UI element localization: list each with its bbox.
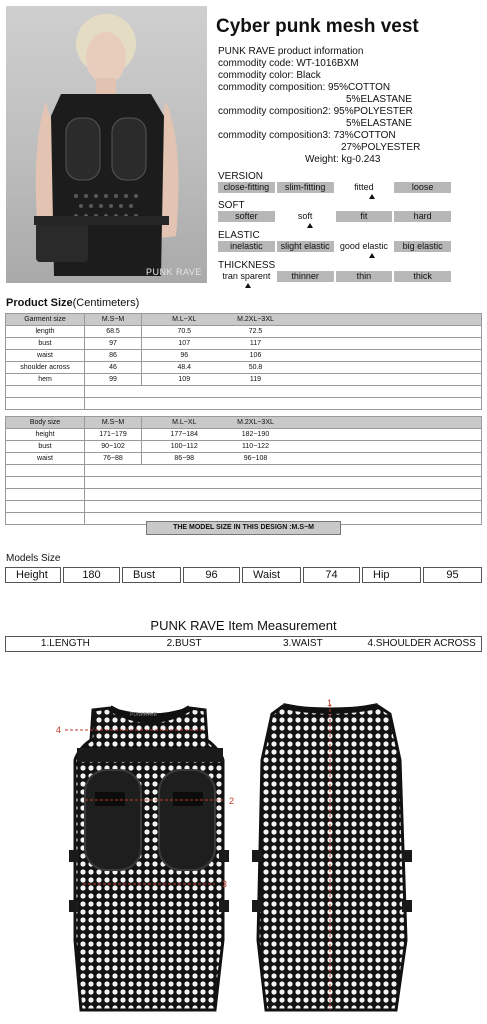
table-cell: waist <box>6 350 85 362</box>
selected-marker-icon <box>307 223 313 228</box>
attr-option: fit <box>336 211 393 222</box>
table-cell: height <box>6 429 85 441</box>
table-cell <box>6 501 85 513</box>
table-cell: 99 <box>85 374 142 386</box>
annotation-2: 2 <box>229 796 235 806</box>
table-cell <box>6 398 85 410</box>
attr-row-version <box>218 182 451 193</box>
table-cell: bust <box>6 441 85 453</box>
attr-option-selected: fitted <box>336 182 393 193</box>
table-row <box>6 350 482 362</box>
table-row <box>6 501 482 513</box>
attr-row-soft <box>218 211 451 222</box>
composition-3: commodity composition3: 73%COTTON <box>218 130 396 141</box>
model-size-note: THE MODEL SIZE IN THIS DESIGN :M.S~M <box>146 521 341 535</box>
table-cell: 119 <box>227 374 285 386</box>
table-header-cell: M.L~XL <box>142 417 227 429</box>
table-cell: 68.5 <box>85 326 142 338</box>
table-cell <box>6 465 85 477</box>
table-cell: hem <box>6 374 85 386</box>
model-illustration <box>6 6 207 283</box>
table-cell <box>285 465 482 477</box>
attr-option: thick <box>394 271 451 282</box>
product-info <box>218 46 420 166</box>
table-cell: 72.5 <box>227 326 285 338</box>
table-cell: 86 <box>85 350 142 362</box>
table-row <box>6 374 482 386</box>
annotation-3: 3 <box>222 879 228 889</box>
table-cell <box>227 398 285 410</box>
table-cell: 177~184 <box>142 429 227 441</box>
table-cell <box>285 501 482 513</box>
table-cell <box>6 489 85 501</box>
attr-title-elastic: ELASTIC <box>218 230 260 241</box>
table-cell <box>85 477 142 489</box>
models-size-label: Models Size <box>6 553 61 564</box>
table-header-cell: M.2XL~3XL <box>227 417 285 429</box>
height-label: Height <box>5 567 61 583</box>
attr-option: slim-fitting <box>277 182 334 193</box>
bust-value: 96 <box>183 567 240 583</box>
measurement-item: 1.LENGTH <box>40 638 90 649</box>
table-cell <box>285 477 482 489</box>
commodity-code: commodity code: WT-1016BXM <box>218 58 359 69</box>
table-cell <box>285 429 482 441</box>
table-cell: 48.4 <box>142 362 227 374</box>
table-cell <box>85 386 142 398</box>
composition-1-cont: 5%ELASTANE <box>346 94 412 105</box>
table-cell <box>85 501 142 513</box>
table-cell: 107 <box>142 338 227 350</box>
table-cell <box>142 465 227 477</box>
commodity-color: commodity color: Black <box>218 70 321 81</box>
table-cell: shoulder across <box>6 362 85 374</box>
table-cell <box>285 350 482 362</box>
product-size-title: Product Size <box>6 297 73 309</box>
table-header-cell: M.2XL~3XL <box>227 314 285 326</box>
table-header-row <box>6 314 482 326</box>
table-cell <box>285 489 482 501</box>
table-cell <box>285 441 482 453</box>
annotation-4: 4 <box>56 725 62 735</box>
table-cell: 182~190 <box>227 429 285 441</box>
composition-2: commodity composition2: 95%POLYESTER <box>218 106 413 117</box>
models-size-row <box>5 567 482 583</box>
attr-row-elastic <box>218 241 451 252</box>
table-header-cell <box>285 417 482 429</box>
table-cell <box>227 489 285 501</box>
measurement-legend <box>5 636 482 652</box>
table-cell: 109 <box>142 374 227 386</box>
measurement-title: PUNK RAVE Item Measurement <box>150 618 337 633</box>
attr-option-selected: soft <box>277 211 334 222</box>
table-row <box>6 441 482 453</box>
table-cell: 90~102 <box>85 441 142 453</box>
table-cell <box>285 453 482 465</box>
table-cell: 110~122 <box>227 441 285 453</box>
table-cell <box>6 513 85 525</box>
product-size-label <box>6 297 139 309</box>
attr-title-soft: SOFT <box>218 200 245 211</box>
model-photo <box>6 6 207 283</box>
attr-option: close-fitting <box>218 182 275 193</box>
table-cell <box>142 501 227 513</box>
table-header-cell: M.S~M <box>85 314 142 326</box>
product-weight: Weight: kg-0.243 <box>305 154 381 165</box>
table-cell <box>6 477 85 489</box>
table-cell: 117 <box>227 338 285 350</box>
bust-label: Bust <box>122 567 181 583</box>
selected-marker-icon <box>369 194 375 199</box>
attr-row-thickness <box>218 271 451 282</box>
table-row <box>6 326 482 338</box>
measurement-item: 4.SHOULDER ACROSS <box>367 638 476 649</box>
table-cell <box>6 386 85 398</box>
attr-option: hard <box>394 211 451 222</box>
garment-size-table <box>5 313 482 410</box>
photo-watermark: PUNK RAVE <box>146 267 202 277</box>
table-cell: 86~98 <box>142 453 227 465</box>
table-row <box>6 398 482 410</box>
table-cell <box>142 386 227 398</box>
attr-option: thinner <box>277 271 334 282</box>
table-cell: 96 <box>142 350 227 362</box>
measurement-item: 3.WAIST <box>283 638 323 649</box>
product-title: Cyber punk mesh vest <box>216 16 419 37</box>
table-row <box>6 453 482 465</box>
composition-2-cont: 5%ELASTANE <box>346 118 412 129</box>
table-cell: waist <box>6 453 85 465</box>
table-cell <box>142 398 227 410</box>
table-cell <box>227 386 285 398</box>
table-cell <box>227 501 285 513</box>
table-header-cell: Body size <box>6 417 85 429</box>
table-row <box>6 465 482 477</box>
attr-option: big elastic <box>394 241 451 252</box>
selected-marker-icon <box>245 283 251 288</box>
brand-info: PUNK RAVE product information <box>218 46 364 57</box>
table-cell: length <box>6 326 85 338</box>
table-cell <box>227 465 285 477</box>
table-row <box>6 477 482 489</box>
table-header-cell <box>285 314 482 326</box>
attr-title-thickness: THICKNESS <box>218 260 276 271</box>
product-size-unit: (Centimeters) <box>72 297 140 309</box>
attr-option-selected: good elastic <box>336 241 393 252</box>
table-cell: 106 <box>227 350 285 362</box>
vest-front-image <box>55 700 245 1016</box>
table-row <box>6 362 482 374</box>
table-cell: 171~179 <box>85 429 142 441</box>
table-cell: 70.5 <box>142 326 227 338</box>
height-value: 180 <box>63 567 120 583</box>
attr-option: inelastic <box>218 241 275 252</box>
table-cell <box>142 477 227 489</box>
table-cell <box>85 489 142 501</box>
table-cell <box>85 398 142 410</box>
table-row <box>6 489 482 501</box>
attr-option: thin <box>336 271 393 282</box>
table-cell <box>285 362 482 374</box>
attr-option-selected: tran sparent <box>218 271 275 282</box>
table-header-row <box>6 417 482 429</box>
table-cell <box>85 513 142 525</box>
hip-label: Hip <box>362 567 421 583</box>
attr-title-version: VERSION <box>218 171 264 182</box>
table-cell <box>285 398 482 410</box>
table-cell: bust <box>6 338 85 350</box>
attr-option: softer <box>218 211 275 222</box>
composition-1: commodity composition: 95%COTTON <box>218 82 391 93</box>
attr-option: loose <box>394 182 451 193</box>
vest-back-image <box>238 700 428 1016</box>
table-cell <box>285 326 482 338</box>
composition-3-cont: 27%POLYESTER <box>341 142 421 153</box>
table-row <box>6 386 482 398</box>
table-cell <box>285 386 482 398</box>
table-cell <box>285 374 482 386</box>
table-header-cell: Garment size <box>6 314 85 326</box>
table-cell: 96~108 <box>227 453 285 465</box>
hip-value: 95 <box>423 567 482 583</box>
body-size-table <box>5 416 482 525</box>
table-cell: 97 <box>85 338 142 350</box>
table-row <box>6 338 482 350</box>
table-cell: 46 <box>85 362 142 374</box>
selected-marker-icon <box>369 253 375 258</box>
table-cell <box>227 477 285 489</box>
table-cell <box>285 338 482 350</box>
waist-label: Waist <box>242 567 301 583</box>
attr-option: slight elastic <box>277 241 334 252</box>
vest-brand-label: PUNKRAVE <box>130 712 158 718</box>
table-cell <box>85 465 142 477</box>
table-header-cell: M.S~M <box>85 417 142 429</box>
table-cell: 50.8 <box>227 362 285 374</box>
annotation-1: 1 <box>327 698 333 708</box>
table-cell: 76~88 <box>85 453 142 465</box>
table-cell: 100~112 <box>142 441 227 453</box>
waist-value: 74 <box>303 567 360 583</box>
measurement-item: 2.BUST <box>166 638 202 649</box>
table-row <box>6 429 482 441</box>
table-cell <box>142 489 227 501</box>
table-header-cell: M.L~XL <box>142 314 227 326</box>
